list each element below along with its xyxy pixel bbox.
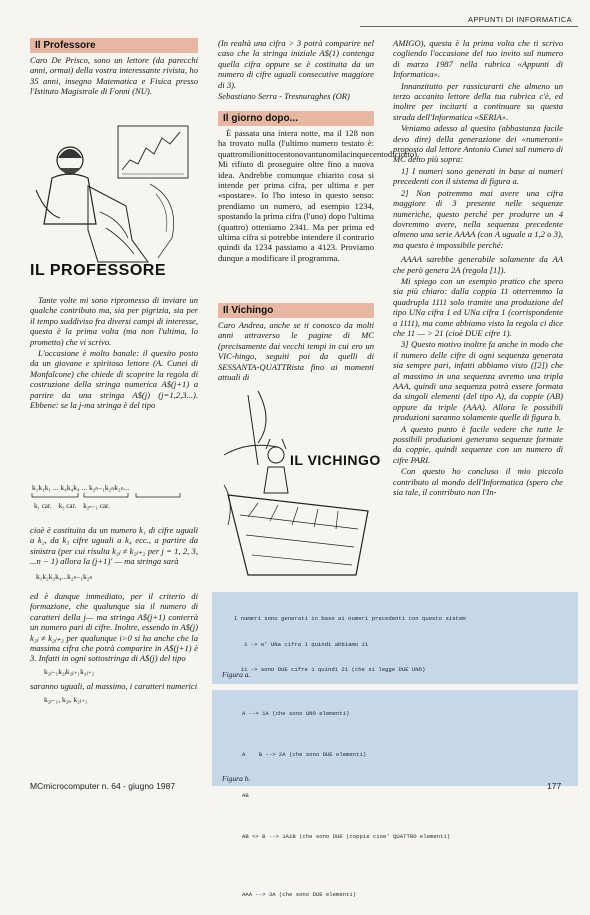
figure-a-caption: Figura a. bbox=[222, 670, 251, 679]
paragraph: saranno uguali, al massimo, i caratteri numerici bbox=[30, 681, 198, 692]
professore-title: IL PROFESSORE bbox=[30, 262, 167, 279]
signature: Sebastiano Serra - Tresnuraghes (OR) bbox=[218, 91, 350, 102]
code-line: 11 -> sono DUE cifre 1 quindi 21 (che si legge DUE UNO) bbox=[234, 666, 426, 673]
code-line: A B --> 2A (che sono DUE elementi) bbox=[242, 751, 367, 759]
vichingo-illustration bbox=[218, 385, 378, 585]
figure-b bbox=[212, 690, 578, 898]
section-heading-vichingo: Il Vichingo bbox=[218, 303, 374, 318]
paragraph: 3] Questo motivo inoltre fa anche in modo che il numero delle cifre di ogni sequenza generata sia sempre pari, infatti abbiamo visto ([2]) che al massimo in una sequenza avremo una tripla AAA, quindi una sequenza potrà essere formata da singoli elementi (del tipo A), da coppie (AB) oppure da triple (AAA). Allora le possibili produzioni saranno solamente quelle di figura b. bbox=[393, 339, 563, 423]
section-heading-professore: Il Professore bbox=[30, 38, 198, 53]
section-heading-giorno: Il giorno dopo... bbox=[218, 111, 374, 126]
code-line: AAA --> 3A (che sono DUE elementi) bbox=[242, 890, 357, 898]
paragraph: AAAA sarebbe generabile solamente da AA che però genera 2A (regola [1]). bbox=[393, 254, 563, 275]
paragraph: È passata una intera notte, ma il 128 non ha trovato nulla (l'ultimo numero testato è: quattromilionittocentonovantunomilacinquecentodiciotto). Mi rifiuto di proseguire oltre fino a nuova idea. Andrebbe comunque chiarito cosa si intende per prima cifra, per ultima e per «spostare». Io l'ho inteso in questo senso: prendiamo un numero, ad esempio 1234, spostando la prima cifra (l'uno) dopo l'ultima (quattro) otteniamo 2341. Ma per prima ed ultima cifra si potrebbe intendere il contrario quindi da 1234 passiamo a 4123. Proviamo dunque a modificare il programma. bbox=[218, 128, 420, 263]
intro-paragraph: Caro De Prisco, sono un lettore (da parecchi anni, ormai) della vostra interessante rivista, ho 35 anni, insegno Matematica e Fisica presso l'Istituto Magistrale di Fonni (NU). bbox=[30, 55, 198, 97]
formula-labels: k₁ car. k₃ car. k₂ₙ₋₁ car. bbox=[34, 502, 110, 510]
column-3-body bbox=[393, 38, 563, 498]
column-2-vichingo bbox=[218, 320, 374, 383]
paragraph: AMIGO), questa è la prima volta che ti scrivo cogliendo l'occasione del tuo invito sul numero di marzo 1987 nella rubrica «Appunti di Informatica». bbox=[393, 38, 563, 80]
paragraph: (In realtà una cifra > 3 potrà comparire nel caso che la stringa iniziale A$(1) contenga quella cifra oppure se è costituita da un numero di cifre uguali consecutive maggiore di 3). bbox=[218, 38, 374, 90]
professor-illustration bbox=[30, 120, 200, 266]
paragraph: A questo punto è facile vedere che tutte le possibili produzioni generano sequenze formate da coppie, quindi sequenze con un numero di cifre PARI. bbox=[393, 423, 563, 465]
paragraph: 1] I numeri sono generati in base ai numeri precedenti con il sistema di figura a. bbox=[393, 165, 563, 187]
code-line: A --> 1A (che sono UNO elementi) bbox=[242, 710, 350, 718]
paragraph: Con questo ho concluso il mio piccolo contributo al mondo dell'Informatica (spero che sia tale, il contributo non l'In- bbox=[393, 466, 563, 498]
running-header: APPUNTI DI INFORMATICA bbox=[468, 15, 573, 24]
footer-magazine: MCmicrocomputer n. 64 - giugno 1987 bbox=[30, 781, 176, 791]
figure-b-code bbox=[242, 694, 450, 915]
code-line: AB <> B --> 1A1B (che sono DUE (coppie cioe' QUATTRO elementi) bbox=[242, 833, 451, 841]
figure-b-caption: Figura b. bbox=[222, 774, 251, 783]
column-2-top bbox=[218, 38, 374, 102]
formula-string: k₁k₁k₁ ... k₄k₄k₄ ... k₂ₙ₋₁k₂ₙk₂ₙ... bbox=[32, 483, 130, 492]
page-number: 177 bbox=[547, 781, 562, 791]
paragraph: 2] Non potremmo mai avere una cifra maggiore di 3 presente nelle sequenze numeriche, questo perché per produrre un 4 dovremmo avere, nella sequenza precedente almeno una serie AAAA (con A uguale a 1,2 o 3), ma questo è impossibile perché: bbox=[393, 187, 563, 250]
code-line: 1 -> e' UNa cifra 1 quindi abbiamo 11 bbox=[234, 640, 369, 648]
formula-line: k₂ⱼ₋₁, k₂ⱼ, k₂ⱼ₊₁ bbox=[44, 694, 88, 704]
formula-line: k₂ⱼ₋₁k₂ⱼk₂ⱼ₊₁k₂ⱼ₊₂ bbox=[44, 666, 95, 676]
paragraph: Veniamo adesso al quesito (abbastanza facile devo dire) della generazione dei «numeroni» proposto dal lettore Antonio Cunei sul numero di MC detto più sopra: bbox=[393, 123, 563, 165]
paragraph: L'occasione è molto banale: il quesito posto da un giovane e spiritoso lettore (A. Cunei di Monfalcone) che chiede di scoprire la regola di costruzione della stringa numerica A$(j+1) a partire da una stringa A$(j) (j=1,2,3...). Ebbene: se la j-ma stringa è del tipo bbox=[30, 348, 198, 411]
figure-a bbox=[212, 592, 578, 684]
letter-intro bbox=[30, 55, 198, 98]
formula-box bbox=[30, 483, 198, 517]
paragraph: ed è dunque immediato, per il criterio di formazione, che qualunque sia il numero di caratteri della j— ma stringa A$(j+1) conterrà un numero pari di cifre. Inoltre, essendo in A$(j) k₂ⱼ ≠ k₂ⱼ₊₂ per qualunque i>0 si ha anche che la massima cifra che potrà comparire in A$(j+1) è 3. Infatti in ogni sottostringa di A$(j) del tipo bbox=[30, 591, 198, 664]
paragraph: Mi spiego con un esempio pratico che spero sia più chiaro: dalla coppia 11 otterremmo la quadrupla 1111 solo tramite una produzione del tipo UNa cifra 1 ed UNa cifra 1 (corrispondente a 1111), ma come abbiamo visto la regola ci dice che 11 — > 21 (cioè DUE cifre 1). bbox=[393, 275, 563, 338]
paragraph: cioè è costituita da un numero k₁ di cifre uguali a k₂, da k₃ cifre uguali a k₄ ecc., a partire da sinistra (per cui risulta k₂ⱼ ≠ k₂ⱼ₊₂ per j = 1, 2, 3, ...n − 1) allora la (j+1)′ — ma stringa sarà bbox=[30, 525, 198, 567]
header-rule bbox=[360, 26, 578, 27]
paragraph: Innanzitutto per rassicurarti che almeno un terzo accanito lettore della tua rubrica c'è, ed inoltre per incitarti a continuare su questa strada dell'Informatica «SERIA». bbox=[393, 80, 563, 122]
paragraph: Caro Andrea, anche se ti conosco da molti anni attraverso le pagine di MC (precisamente dai vecchi tempi in cui ero un VIC-hingo, seguiti poi da quelli di SESSANTA-QUATTRista fino ai momenti attuali di bbox=[218, 320, 374, 383]
column-1-body bbox=[30, 295, 198, 411]
column-2-body bbox=[218, 128, 420, 264]
code-line: AB bbox=[242, 792, 249, 800]
paragraph: Tante volte mi sono ripromesso di inviare un qualche contributo ma, sia per pigrizia, sia per il tempo suddiviso fra diversi campi di interesse, questa è la prima volta (ma non l'ultima, lo prometto) che vi scrivo. bbox=[30, 295, 198, 347]
vichingo-title: IL VICHINGO bbox=[290, 452, 381, 468]
code-line: I numeri sono generati in base ai numeri precedenti con questo sistem bbox=[234, 615, 466, 622]
column-1-body-2 bbox=[30, 525, 198, 705]
formula-braces bbox=[30, 492, 198, 502]
formula-line: k₁k₂k₃k₄...k₂ₙ₋₁k₂ₙ bbox=[36, 571, 93, 581]
